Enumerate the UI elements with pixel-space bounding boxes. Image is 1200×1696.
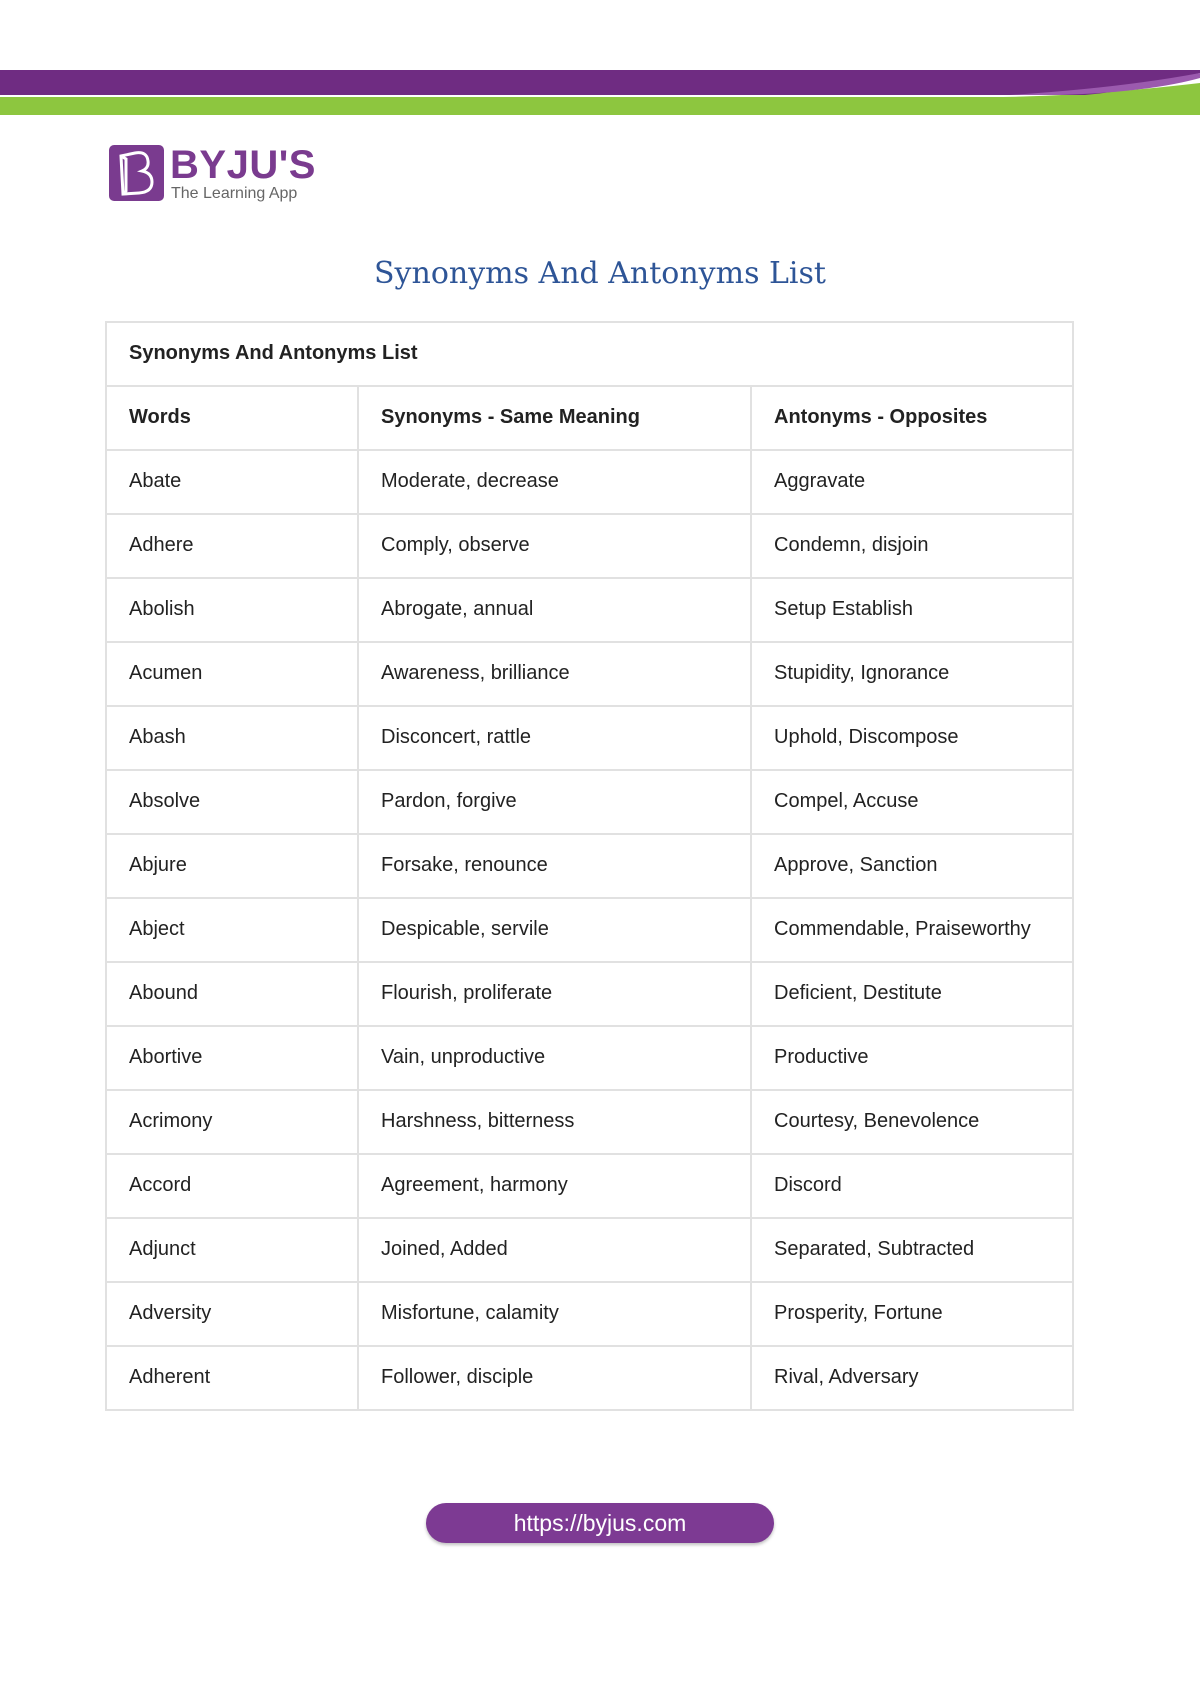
word-cell: Abolish (106, 578, 358, 642)
synonym-cell: Disconcert, rattle (358, 706, 751, 770)
header-words: Words (106, 386, 358, 450)
antonym-cell: Compel, Accuse (751, 770, 1073, 834)
brand-tagline: The Learning App (171, 185, 298, 202)
brand-name: BYJU'S (170, 143, 316, 187)
word-cell: Abjure (106, 834, 358, 898)
antonym-cell: Setup Establish (751, 578, 1073, 642)
word-cell: Adherent (106, 1346, 358, 1410)
table-row (106, 1218, 1073, 1282)
footer-url-link[interactable]: https://byjus.com (426, 1503, 774, 1543)
word-cell: Abound (106, 962, 358, 1026)
word-cell: Acumen (106, 642, 358, 706)
synonyms-antonyms-table-container (105, 321, 1072, 1411)
word-cell: Abash (106, 706, 358, 770)
synonym-cell: Abrogate, annual (358, 578, 751, 642)
word-cell: Absolve (106, 770, 358, 834)
antonym-cell: Aggravate (751, 450, 1073, 514)
synonym-cell: Joined, Added (358, 1218, 751, 1282)
word-cell: Abortive (106, 1026, 358, 1090)
antonym-cell: Separated, Subtracted (751, 1218, 1073, 1282)
antonym-cell: Rival, Adversary (751, 1346, 1073, 1410)
word-cell: Acrimony (106, 1090, 358, 1154)
synonym-cell: Despicable, servile (358, 898, 751, 962)
byjus-logo (109, 145, 314, 203)
antonym-cell: Discord (751, 1154, 1073, 1218)
table-row (106, 962, 1073, 1026)
word-cell: Accord (106, 1154, 358, 1218)
table-row (106, 1026, 1073, 1090)
table-row (106, 450, 1073, 514)
table-row (106, 1154, 1073, 1218)
word-cell: Abate (106, 450, 358, 514)
word-cell: Adversity (106, 1282, 358, 1346)
antonym-cell: Productive (751, 1026, 1073, 1090)
synonym-cell: Follower, disciple (358, 1346, 751, 1410)
word-cell: Adhere (106, 514, 358, 578)
table-row (106, 834, 1073, 898)
synonym-cell: Comply, observe (358, 514, 751, 578)
table-row (106, 1090, 1073, 1154)
antonym-cell: Approve, Sanction (751, 834, 1073, 898)
synonym-cell: Vain, unproductive (358, 1026, 751, 1090)
synonym-cell: Forsake, renounce (358, 834, 751, 898)
antonym-cell: Commendable, Praiseworthy (751, 898, 1073, 962)
table-row (106, 578, 1073, 642)
antonym-cell: Prosperity, Fortune (751, 1282, 1073, 1346)
table-caption: Synonyms And Antonyms List (106, 322, 1073, 386)
synonym-cell: Misfortune, calamity (358, 1282, 751, 1346)
antonym-cell: Stupidity, Ignorance (751, 642, 1073, 706)
table-row (106, 706, 1073, 770)
synonym-cell: Awareness, brilliance (358, 642, 751, 706)
synonym-cell: Moderate, decrease (358, 450, 751, 514)
synonym-cell: Harshness, bitterness (358, 1090, 751, 1154)
table-row (106, 898, 1073, 962)
word-cell: Abject (106, 898, 358, 962)
table-row (106, 514, 1073, 578)
table-row (106, 642, 1073, 706)
table-row (106, 770, 1073, 834)
table-header-row (106, 386, 1073, 450)
antonym-cell: Condemn, disjoin (751, 514, 1073, 578)
word-cell: Adjunct (106, 1218, 358, 1282)
antonym-cell: Courtesy, Benevolence (751, 1090, 1073, 1154)
header-synonyms: Synonyms - Same Meaning (358, 386, 751, 450)
header-antonyms: Antonyms - Opposites (751, 386, 1073, 450)
table-row (106, 1346, 1073, 1410)
page-title: Synonyms And Antonyms List (374, 256, 826, 291)
table-caption-row (106, 322, 1073, 386)
synonym-cell: Agreement, harmony (358, 1154, 751, 1218)
antonym-cell: Deficient, Destitute (751, 962, 1073, 1026)
synonyms-antonyms-table (105, 321, 1074, 1411)
synonym-cell: Flourish, proliferate (358, 962, 751, 1026)
table-row (106, 1282, 1073, 1346)
antonym-cell: Uphold, Discompose (751, 706, 1073, 770)
header-decorative-bands (0, 70, 1200, 115)
synonym-cell: Pardon, forgive (358, 770, 751, 834)
byjus-b-icon (109, 145, 164, 201)
